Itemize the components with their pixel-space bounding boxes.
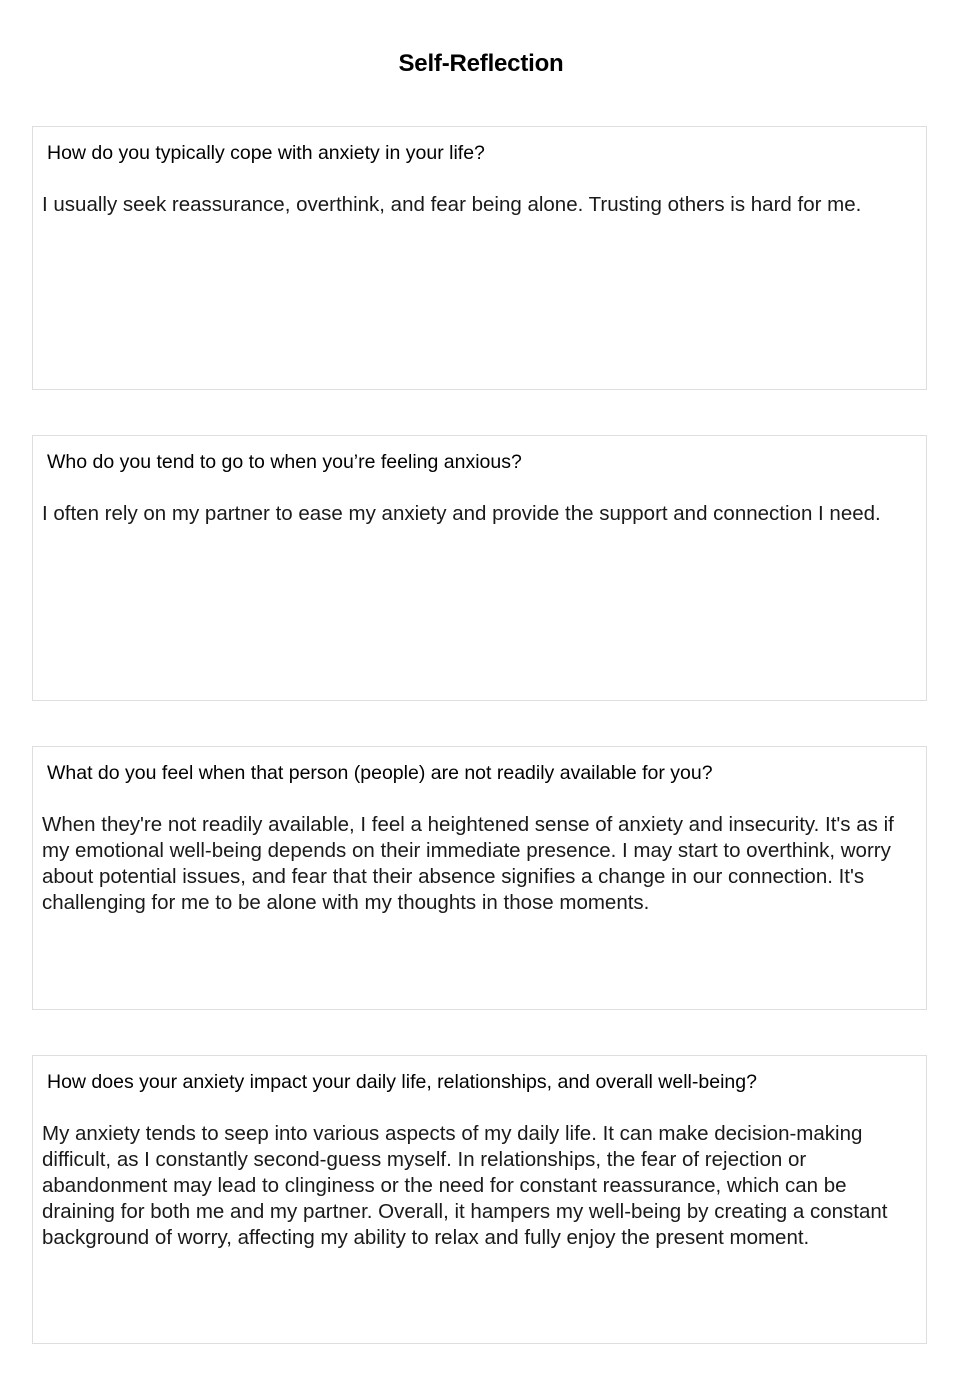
answer-field[interactable]: I often rely on my partner to ease my anxiety and provide the support and connection I need. bbox=[42, 502, 881, 525]
page-title: Self-Reflection bbox=[398, 50, 564, 77]
answer-field[interactable]: I usually seek reassurance, overthink, and fear being alone. Trusting others is hard for me. bbox=[42, 193, 862, 216]
question-text: How does your anxiety impact your daily life, relationships, and overall well-being? bbox=[47, 1071, 757, 1093]
answer-field[interactable]: My anxiety tends to seep into various aspects of my daily life. It can make decision-making difficult, as I constantly second-guess myself. In relationships, the fear of rejection or abandonment may lead to clinginess or the need for constant reassurance, which can be draining for both me and my partner. Overall, it hampers my well-being by creating a constant background of worry, affecting my ability to relax and fully enjoy the present moment. bbox=[42, 1122, 888, 1249]
question-text: How do you typically cope with anxiety in your life? bbox=[47, 142, 485, 164]
question-text: Who do you tend to go to when you’re feeling anxious? bbox=[47, 451, 522, 473]
reflection-card bbox=[32, 746, 927, 1010]
question-text: What do you feel when that person (people) are not readily available for you? bbox=[47, 762, 713, 784]
answer-field[interactable]: When they're not readily available, I feel a heightened sense of anxiety and insecurity. It's as if my emotional well-being depends on their immediate presence. I may start to overthink, worry about potential issues, and fear that their absence signifies a change in our connection. It's challenging for me to be alone with my thoughts in those moments. bbox=[42, 813, 894, 914]
reflection-card bbox=[32, 1055, 927, 1344]
reflection-card bbox=[32, 126, 927, 390]
reflection-card bbox=[32, 435, 927, 701]
